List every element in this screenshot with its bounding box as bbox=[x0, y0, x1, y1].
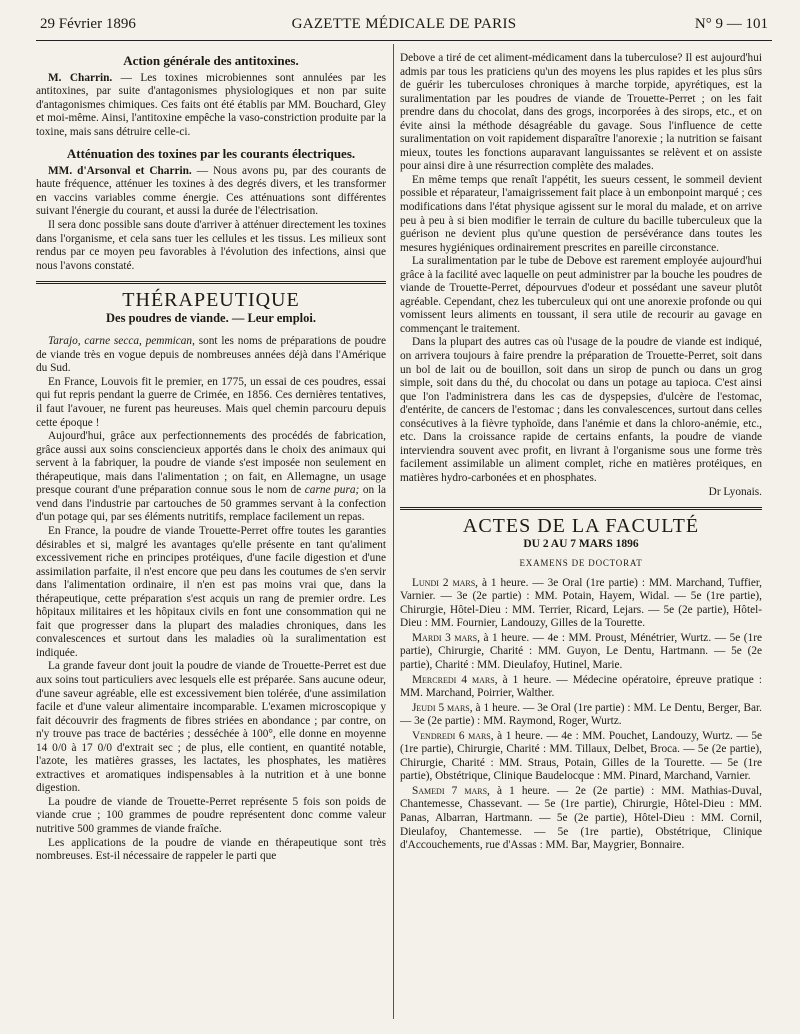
therapeutique-paragraph-5: La grande faveur dont jouit la poudre de viande de Trouette-Perret est due aux soins tout particuliers avec lesquels elle est préparée. Sans aucune odeur, d'une saveur agréable, elle est excessivement bien tolérée, d'une assimilation facile et d'une valeur alimentaire incomparable. L'examen microscopique y fait découvrir des fragments de fibres striées en abondance ; par contre, on n'y trouve pas trace de bactéries ; desséchée à 100°, elle donne en moyenne 14 0/0 à 17 0/0 d'extrait sec ; de plus, elle contient, en quantité notable, l'azote, les matières grasses, les lactates, les phosphates, les matières extractives et aromatiques indispensables à la nutrition et à une bonne digestion. bbox=[36, 660, 386, 795]
section-rule bbox=[36, 281, 386, 284]
actes-heading: ACTES DE LA FACULTÉ bbox=[462, 515, 700, 538]
therapeutique-paragraph-3: Aujourd'hui, grâce aux perfectionnements des procédés de fabrication, grâce aussi aux soins consciencieux apportés dans le choix des animaux qui servent à la fabriquer, la poudre de viande s'est imposée non seulement en thérapeutique, mais dans l'alimentation ; on fait, en Allemagne, un usage presque courant d'une préparation connue sous le nom de carne pura; on la vend dans l'industrie par cartouches de 50 grammes servant à la confection d'un potage qui, par ses éléments nutritifs, remplace facilement un repas. bbox=[36, 430, 386, 524]
therapeutique-paragraph-6: La poudre de viande de Trouette-Perret représente 5 fois son poids de viande crue ; 100 grammes de poudre représentent donc comme valeur nutritive 500 grammes de viande fraîche. bbox=[36, 795, 386, 835]
right-paragraph-4: Dans la plupart des autres cas où l'usage de la poudre de viande est indiqué, on arrivera toujours à faire prendre la préparation de Trouette-Perret, soit dans un bol de lait ou de bouillon, soit dans un sirop de punch ou dans un grog simple, soit dans du thé, du chocolat ou dans un potage au tapioca. C'est ainsi que l'on l'administrera dans les cas de dyspepsies, d'ulcère de l'estomac, d'entérite, de cancers de l'estomac ; dans les convalescences, surtout dans celles consécutives à la fièvre typhoïde, dans l'anémie et dans la chloro-anémie, etc., etc. Dans la croissance rapide de certains enfants, la poudre de viande interviendra souvent avec profit, en livrant à l'organisme sous une forme très facilement assimilable un aliment complet, riche en matières protéiques, en matières hydro-carbonées et en phosphates. bbox=[400, 336, 762, 484]
page-number: N° 9 — 101 bbox=[694, 16, 768, 32]
speaker-arsonval-charrin: MM. d'Arsonval et Charrin. bbox=[48, 164, 192, 177]
exam-entry-wednesday: Mercredi 4 mars, à 1 heure. — Médecine opératoire, épreuve pratique : MM. Marchand, Poirrier, Walther. bbox=[400, 673, 762, 700]
antitoxines-paragraph: M. Charrin. — Les toxines microbiennes sont annulées par les antitoxines, par suite d'antagonismes physiologiques et non par suite d'antagonismes chimiques. Ces faits ont été établis par MM. Bouchard, Gley et moi-même. Ainsi, l'antitoxine empêche la vaso-constriction produite par la toxine, mais sans détruire celle-ci. bbox=[36, 71, 386, 138]
actes-rule bbox=[400, 507, 762, 510]
header-date: 29 Février 1896 bbox=[40, 16, 136, 32]
courants-paragraph-2: Il sera donc possible sans doute d'arriver à atténuer directement les toxines dans l'organisme, et cela sans tuer les cellules et les tissus. Les milieux sont rendus par ce moyen peu favorables à l'évolution des infections, ainsi que nous l'avons constaté. bbox=[36, 219, 386, 272]
therapeutique-subheading: Des poudres de viande. — Leur emploi. bbox=[106, 310, 316, 325]
courants-paragraph-1: MM. d'Arsonval et Charrin. — Nous avons pu, par des courants de haute fréquence, atténuer les toxines à des degrés divers, et les transformer en vaccins variables comme énergie. Ces atténuations sont différentes suivant l'énergie du courant, et aussi la durée de l'électrisation. bbox=[36, 164, 386, 218]
right-paragraph-2: En même temps que renaît l'appétit, les sueurs cessent, le sommeil devient possible et réparateur, l'amaigrissement fait place à un embonpoint marqué ; ces modifications dans l'état physique agissent sur le moral du malade, et on arrive peu à peu à si bien modifier le terrain de culture du bacille tuberculeux que la guérison ne devient plus qu'une question de persévérance dans toutes les mesures hygiéniques ordinairement prescrites en pareille circonstance. bbox=[400, 173, 762, 254]
therapeutique-paragraph-2: En France, Louvois fit le premier, en 1775, un essai de ces poudres, essai qui fut repris pendant la guerre de Crimée, en 1856. Ces dernières tentatives, il faut l'avouer, ne furent pas heureuses. Mais quel chemin parcouru depuis cette époque ! bbox=[36, 375, 386, 429]
header-rule bbox=[36, 40, 772, 41]
page-header bbox=[40, 16, 768, 38]
therapeutique-heading: THÉRAPEUTIQUE bbox=[122, 289, 300, 312]
right-paragraph-3: La suralimentation par le tube de Debove est rarement employée aujourd'hui grâce à la facilité avec laquelle on peut administrer par la bouche les poudres de viande de Trouette-Perret, dépourvues d'odeur et possédant une saveur plutôt agréable. Cependant, chez les tuberculeux qui ont une anorexie profonde ou qui vomissent leurs aliments en toussant, il sera utile de recourir au gavage en commençant le traitement. bbox=[400, 255, 762, 335]
continued-paragraph: Debove a tiré de cet aliment-médicament dans la tuberculose? Il est aujourd'hui admis par tous les praticiens qu'un des moyens les plus rapides et les plus sûrs de guérir les tuberculoses chroniques à marche torpide, apyrétiques, est la suralimentation par les poudres de viande de Trouette-Perret ; on les fait prendre dans du chocolat, dans des grogs, incorporées à des sirops, etc., et on évite ainsi la méthode désagréable du gavage. Sous l'influence de cette suralimentation on voit rapidement disparaître l'anorexie ; la nutrition se faisant mieux, toutes les fonctions auparavant languissantes se relèvent et on assiste pour ainsi dire à une résurrection complète des malades. bbox=[400, 52, 762, 173]
exam-entry-thursday: Jeudi 5 mars, à 1 heure. — 3e Oral (1re partie) : MM. Le Dentu, Berger, Bar. — 3e (2e partie) : MM. Raymond, Roger, Wurtz. bbox=[400, 701, 762, 728]
left-column bbox=[36, 52, 386, 864]
actes-dates: DU 2 AU 7 MARS 1896 bbox=[523, 537, 639, 550]
antitoxines-heading: Action générale des antitoxines. bbox=[123, 53, 299, 68]
therapeutique-paragraph-4: En France, la poudre de viande Trouette-Perret offre toutes les garanties désirables et si, malgré les avantages qu'elle présente en tant qu'aliment excessivement riche en principes protéiques, d'une facile digestion et d'une assimilation parfaite, il n'est encore que peu dans les coutumes de s'en servir dans l'alimentation ordinaire, il n'en est pas moins vrai que, dans la thérapeutique, cette préparation s'est acquis un rang de premier ordre. Les hôpitaux militaires et les hôpitaux civils en font une consommation qui ne fait que progresser dans la plupart des maladies chroniques, dans les convalescences et surtout dans les maladies où la suralimentation est indiquée. bbox=[36, 524, 386, 659]
author-signature: Dr Lyonais. bbox=[708, 485, 762, 498]
exam-entry-saturday: Samedi 7 mars, à 1 heure. — 2e (2e partie) : MM. Mathias-Duval, Chantemesse, Chassevant. — 5e (1re partie), Chirurgie, Hôtel-Dieu : MM. Panas, Albarran, Hartmann. — 5e (2e partie), Hôtel-Dieu : MM. Cornil, Dieulafoy, Chantemesse. — 5e (1re partie), Obstétrique, Clinique d'Accouchements, rue d'Assas : MM. Bar, Maygrier, Bonnaire. bbox=[400, 784, 762, 852]
exams-subheading: EXAMENS DE DOCTORAT bbox=[519, 558, 643, 569]
journal-title: GAZETTE MÉDICALE DE PARIS bbox=[291, 16, 517, 32]
courants-heading: Atténuation des toxines par les courants électriques. bbox=[66, 146, 356, 162]
exam-entry-tuesday: Mardi 3 mars, à 1 heure. — 4e : MM. Proust, Ménétrier, Wurtz. — 5e (1re partie), Chirurgie, Charité : MM. Guyon, Le Dentu, Hartmann. — 5e (2e partie), Charité : MM. Dieulafoy, Hutinel, Marie. bbox=[400, 631, 762, 671]
exam-entry-monday: Lundi 2 mars, à 1 heure. — 3e Oral (1re partie) : MM. Marchand, Tuffier, Varnier. — 3e (2e partie) : MM. Potain, Hayem, Widal. — 5e (1re partie), Chirurgie, Hôtel-Dieu : MM. Terrier, Ricard, Lejars. — 5e (2e partie), Hôtel-Dieu : MM. Fournier, Landouzy, Gilles de la Tourette. bbox=[400, 576, 763, 630]
speaker-charrin: M. Charrin. bbox=[48, 71, 113, 84]
therapeutique-paragraph-7: Les applications de la poudre de viande en thérapeutique sont très nombreuses. Est-il nécessaire de rappeler le parti que bbox=[36, 836, 386, 863]
column-divider bbox=[393, 44, 394, 1019]
exam-entry-friday: Vendredi 6 mars, à 1 heure. — 4e : MM. Pouchet, Landouzy, Wurtz. — 5e (1re partie), Chirurgie, Charité : MM. Tillaux, Delbet, Broca. — 5e (2e partie), Chirurgie, Charité : MM. Straus, Potain, Gilles de la Tourette. — 5e (1re partie), Obstétrique, Clinique Baudelocque : MM. Pinard, Marchand, Varnier. bbox=[400, 729, 762, 783]
therapeutique-paragraph-1: Tarajo, carne secca, pemmican, sont les noms de préparations de poudre de viande très en vogue depuis de nombreuses années déjà dans l'Amérique du Sud. bbox=[36, 335, 386, 375]
right-column bbox=[400, 52, 762, 854]
